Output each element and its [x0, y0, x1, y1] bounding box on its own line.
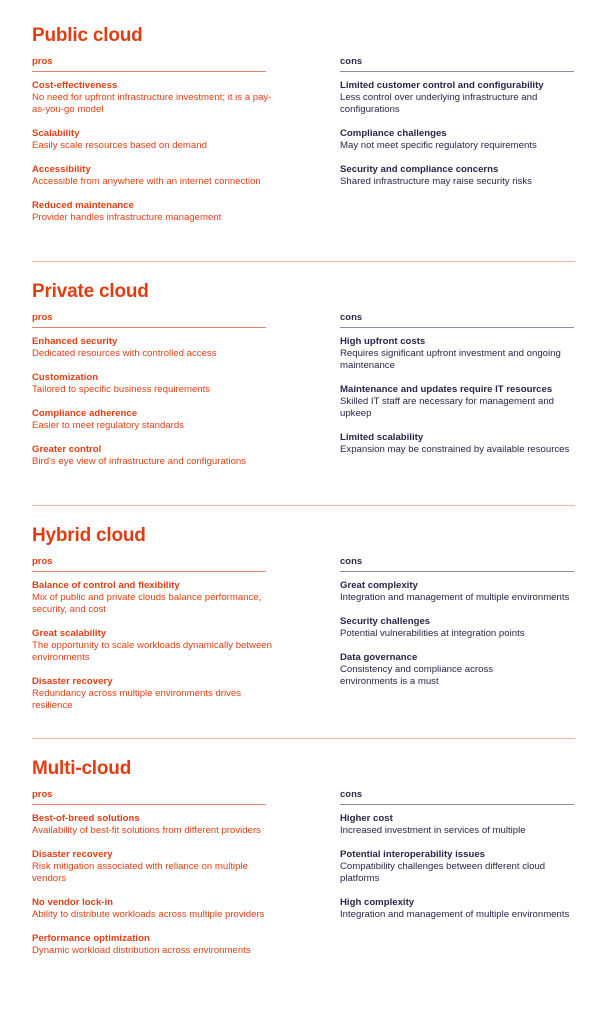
con-item: Potential interoperability issues Compatibility challenges between different cloud platforms	[340, 849, 546, 884]
con-item: Limited customer control and configurability Less control over underlying infrastructure and configurations	[340, 80, 544, 115]
cons-header: cons	[340, 312, 574, 328]
pros-list	[32, 813, 274, 969]
con-item: Data governance Consistency and compliance across environments is a must	[340, 652, 494, 687]
pros-list	[32, 80, 274, 236]
pro-item: Accessibility Accessible from anywhere with an internet connection	[32, 164, 261, 187]
pro-item: Enhanced security Dedicated resources with controlled access	[32, 336, 217, 359]
cons-header: cons	[340, 789, 574, 805]
pro-item: Greater control Bird's eye view of infrastructure and configurations	[32, 444, 247, 467]
con-item: Security challenges Potential vulnerabilities at integration points	[340, 616, 525, 639]
pro-item: Compliance adherence Easier to meet regulatory standards	[32, 408, 184, 431]
con-item: Maintenance and updates require IT resources Skilled IT staff are necessary for management and upkeep	[340, 384, 555, 419]
pros-list	[32, 336, 274, 480]
section-divider	[32, 738, 575, 739]
cons-header: cons	[340, 556, 574, 572]
pro-item: Reduced maintenance Provider handles infrastructure management	[32, 200, 222, 223]
pro-item: Disaster recovery Redundancy across multiple environments drives resilience	[32, 676, 242, 711]
con-item: Higher cost Increased investment in services of multiple	[340, 813, 526, 836]
cons-list	[340, 580, 582, 700]
con-item: Compliance challenges May not meet specific regulatory requirements	[340, 128, 537, 151]
pro-item: Customization Tailored to specific business requirements	[32, 372, 211, 395]
cons-list	[340, 813, 582, 933]
pro-item: No vendor lock-in Ability to distribute workloads across multiple providers	[32, 897, 265, 920]
cons-list	[340, 80, 582, 200]
cons-list	[340, 336, 582, 468]
pro-item: Balance of control and flexibility Mix of public and private clouds balance performance, security, and cost	[32, 580, 262, 615]
pros-list	[32, 580, 274, 724]
pros-header: pros	[32, 556, 266, 572]
section-title: Multi-cloud	[32, 758, 132, 779]
con-item: Security and compliance concerns Shared infrastructure may raise security risks	[340, 164, 532, 187]
pro-item: Cost-effectiveness No need for upfront infrastructure investment; it is a pay-as-you-go model	[32, 80, 272, 115]
pro-item: Great scalability The opportunity to scale workloads dynamically between environments	[32, 628, 272, 663]
con-item: Great complexity Integration and management of multiple environments	[340, 580, 570, 603]
section-divider	[32, 261, 575, 262]
pro-item: Disaster recovery Risk mitigation associated with reliance on multiple vendors	[32, 849, 248, 884]
con-item: Limited scalability Expansion may be constrained by available resources	[340, 432, 570, 455]
pro-item: Scalability Easily scale resources based on demand	[32, 128, 207, 151]
pros-header: pros	[32, 56, 266, 72]
con-item: High complexity Integration and management of multiple environments	[340, 897, 570, 920]
section-title: Private cloud	[32, 281, 149, 302]
pros-header: pros	[32, 312, 266, 328]
section-title: Hybrid cloud	[32, 525, 146, 546]
con-item: High upfront costs Requires significant upfront investment and ongoing maintenance	[340, 336, 561, 371]
pro-item: Performance optimization Dynamic workload distribution across environments	[32, 933, 251, 956]
section-divider	[32, 505, 575, 506]
pro-item: Best-of-breed solutions Availability of best-fit solutions from different providers	[32, 813, 261, 836]
cons-header: cons	[340, 56, 574, 72]
pros-header: pros	[32, 789, 266, 805]
section-title: Public cloud	[32, 25, 143, 46]
